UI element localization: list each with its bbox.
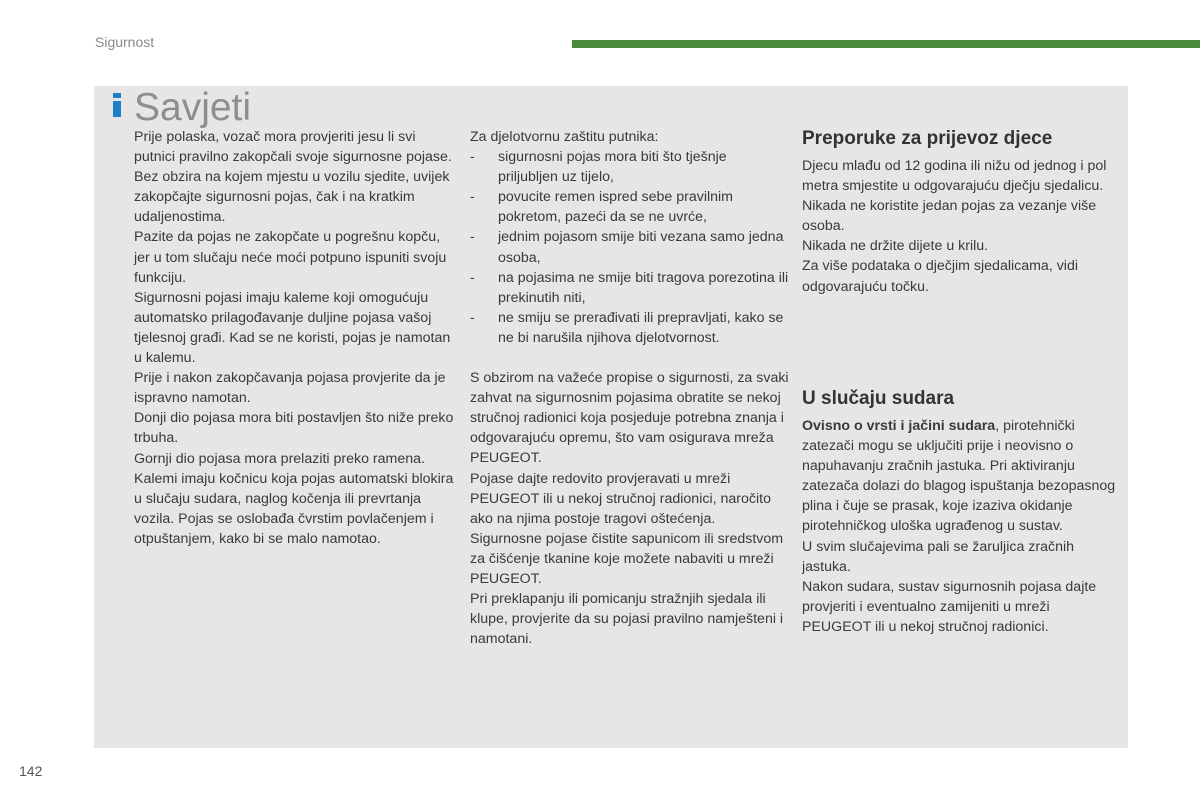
paragraph: Kalemi imaju kočnicu koja pojas automatski blokira u slučaju sudara, naglog kočenja ili prevrtanja vozila. Pojas se oslobađa čvrstim povlačenjem i otpuštanjem, kako bi se malo namotao. <box>134 470 454 547</box>
panel-title: Savjeti <box>134 86 252 129</box>
crash-emphasis: Ovisno o vrsti i jačini sudara <box>802 418 996 434</box>
crash-body <box>802 416 1118 637</box>
protection-list <box>470 147 790 348</box>
crash-heading: U slučaju sudara <box>802 388 955 409</box>
paragraph: Djecu mlađu od 12 godina ili nižu od jednog i pol metra smjestite u odgovarajuću dječju sjedalicu. <box>802 158 1107 195</box>
paragraph: Nakon sudara, sustav sigurnosnih pojasa dajte provjeriti i eventualno zamijeniti u mreži PEUGEOT ili u nekoj stručnoj radionici. <box>802 578 1097 635</box>
tips-column-3 <box>802 127 1118 635</box>
list-item: - ne smiju se prerađivati ili prepravljati, kako se ne bi narušila njihova djelotvornost. <box>470 308 790 348</box>
tips-column-2 <box>470 127 790 649</box>
crash-text: , pirotehnički zatezači mogu se uključiti prije i neovisno o napuhavanju zračnih jastuka. Pri aktiviranju zatezača dolazi do blagog ispuštanja bezopasnog plina i čuje se prasak, koje izaziva okidanje pirotehničkog uloška ugrađenog u sustav. <box>802 418 1116 535</box>
paragraph: Gornji dio pojasa mora prelaziti preko ramena. <box>134 450 425 467</box>
paragraph: Nikada ne držite dijete u krilu. <box>802 238 989 255</box>
paragraph: S obzirom na važeće propise o sigurnosti, za svaki zahvat na sigurnosnim pojasima obratite se nekoj stručnoj radionici koja posjeduje potrebna znanja i odgovarajuću opremu, što vam osigurava mreža PEUGEOT. <box>470 370 789 467</box>
paragraph: Pojase dajte redovito provjeravati u mreži PEUGEOT ili u nekoj stručnoj radionici, naročito ako na njima postoje tragovi oštećenja. <box>470 470 771 527</box>
paragraph: Za više podataka o dječjim sjedalicama, vidi odgovarajuću točku. <box>802 258 1078 295</box>
list-item: - povucite remen ispred sebe pravilnim pokretom, pazeći da se ne uvrće, <box>470 187 790 227</box>
paragraph: Sigurnosni pojasi imaju kaleme koji omogućuju automatsko prilagođavanje duljine pojasa vašoj tjelesnoj građi. Kad se ne koristi, pojas je namotan u kalemu. <box>134 289 451 367</box>
paragraph: Sigurnosne pojase čistite sapunicom ili sredstvom za čišćenje tkanine koje možete nabaviti u mreži PEUGEOT. <box>470 530 784 587</box>
paragraph <box>802 416 1118 537</box>
list-item: - na pojasima ne smije biti tragova porezotina ili prekinutih niti, <box>470 268 790 308</box>
paragraph: Bez obzira na kojem mjestu u vozilu sjedite, uvijek zakopčajte sigurnosni pojas, čak i na kratkim udaljenostima. <box>134 169 450 226</box>
child-transport-body <box>802 156 1118 297</box>
page-number: 142 <box>19 763 43 779</box>
list-intro: Za djelotvornu zaštitu putnika: <box>470 129 659 145</box>
child-transport-heading: Preporuke za prijevoz djece <box>802 128 1053 149</box>
list-item: - jednim pojasom smije biti vezana samo jedna osoba, <box>470 227 790 267</box>
tips-column-1 <box>134 127 456 549</box>
paragraph: Prije polaska, vozač mora provjeriti jesu li svi putnici pravilno zakopčali svoje sigurnosne pojase. <box>134 129 452 166</box>
header-accent-bar <box>572 40 1200 48</box>
paragraph: Pri preklapanju ili pomicanju stražnjih sjedala ili klupe, provjerite da su pojasi pravilno namješteni i namotani. <box>470 591 784 648</box>
section-label: Sigurnost <box>95 34 155 50</box>
list-item: - sigurnosni pojas mora biti što tješnje priljubljen uz tijelo, <box>470 147 790 187</box>
paragraph: Prije i nakon zakopčavanja pojasa provjerite da je ispravno namotan. <box>134 370 446 407</box>
paragraph: Nikada ne koristite jedan pojas za vezanje više osoba. <box>802 198 1097 235</box>
paragraph: Pazite da pojas ne zakopčate u pogrešnu kopču, jer u tom slučaju neće moći potpuno ispuniti svoju funkciju. <box>134 229 447 286</box>
paragraph: Donji dio pojasa mora biti postavljen što niže preko trbuha. <box>134 410 454 447</box>
paragraph: U svim slučajevima pali se žaruljica zračnih jastuka. <box>802 538 1075 575</box>
info-icon <box>113 93 121 117</box>
